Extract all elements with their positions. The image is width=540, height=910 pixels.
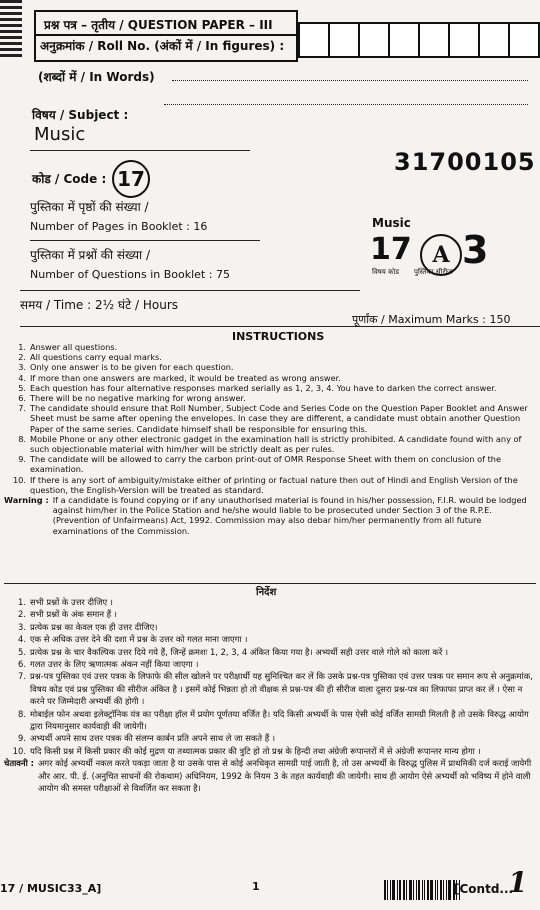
barcode-bar: [437, 880, 438, 900]
hindi-instruction-item-text: सभी प्रश्नों के उत्तर दीजिए ।: [30, 597, 113, 607]
instruction-item-number: 10.: [12, 474, 26, 485]
hindi-instruction-item-number: 6.: [18, 659, 26, 670]
hindi-instruction-item: [4, 621, 536, 633]
instruction-item-number: 1.: [18, 342, 26, 352]
roll-digit-box[interactable]: [388, 22, 420, 58]
barcode-bar: [430, 880, 433, 900]
hindi-instruction-item-text: प्रत्येक प्रश्न का केवल एक ही उत्तर दीजिए।: [30, 621, 158, 632]
edge-registration-marks: [0, 0, 22, 68]
instruction-item-text: If more than one answers are marked, it would be treated as wrong answer.: [30, 372, 341, 383]
stamp-series-caption: पुस्तिका सीरीज: [414, 268, 453, 276]
hindi-instruction-item-number: चेतावनी :: [4, 758, 34, 769]
hindi-instruction-item-text: अगर कोई अभ्यर्थी नकल करते पकड़ा जाता है या उसके पास से कोई अनधिकृत सामग्री पाई जाती है, तो उस अभ्यर्थी के विरुद्ध पुलिस में प्राथमिकी दर्ज कराई जायेगी और आर. पी. ई. (अनुचित साधनों की रोकथाम) अधिनियम, 1992 के नियम 3 के तहत कार्यवाही की जायेगी। साथ ही आयोग ऐसे अभ्यर्थी को भविष्य में होने वाली आयोग की समस्त परीक्षाओं से विवर्जित कर सकता है।: [38, 758, 532, 794]
divider: [20, 290, 360, 291]
barcode-bar: [424, 880, 425, 900]
instruction-item: [4, 383, 536, 393]
instruction-item-text: Mobile Phone or any other electronic gadget in the examination hall is strictly prohibited. A candidate found with any of such objectionable material with him/her will be strictly dealt as per rules.: [30, 433, 522, 455]
hindi-instructions-title: निर्देश: [256, 587, 277, 598]
hindi-instruction-item-text: प्रश्न-पत्र पुस्तिका एवं उत्तर पत्रक के लिफाफे की सील खोलने पर परीक्षार्थी यह सुनिश्चित कर लें कि उसके प्रश्न-पत्र पुस्तिका एवं उत्तर पत्रक पर समान रूप से अनुक्रमांक, विषय कोड एवं प्रश्न पुस्तिका की सीरीज अंकित है । इसमें कोई भिन्नता हो तो वीक्षक से प्रश्न-पत्र की ही सीरीज वाला दूसरा प्रश्न-पत्र का लिफाफा प्राप्त कर लें । ऐसा न करने पर जिम्मेदारी अभ्यर्थी की होगी ।: [30, 671, 533, 707]
instructions-list: [4, 342, 536, 536]
instruction-item-text: Only one answer is to be given for each question.: [30, 362, 234, 373]
instruction-item: [4, 362, 536, 372]
hindi-instruction-item-number: 4.: [18, 634, 26, 645]
max-marks-label: पूर्णांक / Maximum Marks : 150: [352, 313, 511, 326]
instruction-item-text: There will be no negative marking for wrong answer.: [30, 393, 246, 404]
in-words-line[interactable]: [172, 80, 528, 81]
continued-label: [Contd...: [454, 882, 514, 896]
barcode-bar: [446, 880, 447, 900]
instruction-item: [4, 434, 536, 454]
hindi-instruction-item-text: प्रत्येक प्रश्न के चार वैकल्पिक उत्तर दिये गये हैं, जिन्हें क्रमशः 1, 2, 3, 4 अंकित किया गया है। अभ्यर्थी सही उत्तर वाले गोले को काला करें ।: [30, 646, 449, 657]
pages-label-hindi: पुस्तिका में पृष्ठों की संख्या /: [30, 200, 149, 214]
instruction-item-number: 5.: [18, 382, 26, 393]
hindi-instruction-item: [4, 658, 536, 670]
hindi-instruction-item: [4, 757, 536, 794]
hindi-instruction-item-text: सभी प्रश्नों के अंक समान हैं ।: [30, 609, 117, 620]
code-value: 17: [112, 160, 150, 198]
handwritten-mark: 1: [508, 866, 528, 899]
hindi-instruction-item: [4, 608, 536, 620]
roll-number-label: अनुक्रमांक / Roll No. (अंकों में / In figures) :: [34, 34, 298, 62]
hindi-instruction-item-number: 1.: [18, 597, 26, 607]
barcode: [384, 880, 461, 900]
instruction-item-number: Warning :: [4, 495, 49, 506]
barcode-bar: [409, 880, 412, 900]
subject-line: [164, 104, 528, 105]
instruction-item: [4, 454, 536, 474]
instruction-item-number: 6.: [18, 393, 26, 404]
barcode-bar: [387, 880, 388, 900]
stamp-subject: Music: [372, 216, 411, 230]
hindi-instruction-item-number: 8.: [18, 708, 26, 719]
footer-code: 17 / MUSIC33_A]: [0, 882, 102, 895]
instruction-item-text: Each question has four alternative responses marked serially as 1, 2, 3, 4. You have to darken the correct answer.: [30, 382, 497, 393]
barcode-bar: [422, 880, 423, 900]
hindi-instruction-item-text: अभ्यर्थी अपने साथ उत्तर पत्रक की संलग्न कार्बन प्रति अपने साथ ले जा सकते हैं ।: [30, 733, 276, 744]
stamp-code-caption: विषय कोड: [372, 268, 399, 276]
questions-label: Number of Questions in Booklet : 75: [30, 268, 230, 281]
barcode-bar: [435, 880, 436, 900]
hindi-instruction-item-text: मोबाईल फोन अथवा इलेक्ट्रॉनिक यंत्र का परीक्षा हॉल में प्रयोग पूर्णतया वर्जित है। यदि किसी अभ्यर्थी के पास ऐसी कोई वर्जित सामग्री मिलती है तो उसके विरुद्ध आयोग द्वारा नियमानुसार कार्यवाही की जायेगी।: [30, 708, 529, 732]
hindi-instruction-item: [4, 633, 536, 645]
instruction-item-text: If a candidate is found copying or if any unauthorised material is found in his/her possession, F.I.R. would be lodged against him/her in the Police Station and he/she would liable to be prosecuted under Section 3 of the R.P.E. (Prevention of Unfairmeans) Act, 1992. Commission may also debar him/her permanently from all future examinations of the Commission.: [52, 495, 527, 536]
roll-digit-box[interactable]: [508, 22, 540, 58]
instruction-item: [4, 373, 536, 383]
serial-number: 31700105: [394, 148, 536, 176]
hindi-instruction-item-text: गलत उत्तर के लिए ऋणात्मक अंकन नहीं किया जाएगा ।: [30, 659, 199, 670]
pages-label: Number of Pages in Booklet : 16: [30, 220, 208, 233]
stamp-code: 17: [370, 232, 412, 267]
instruction-item-number: 7.: [18, 403, 26, 414]
hindi-instruction-item-number: 2.: [18, 609, 26, 620]
instruction-item-number: 8.: [18, 433, 26, 444]
hindi-instruction-item-number: 10.: [12, 745, 26, 756]
roll-number-boxes[interactable]: [300, 22, 540, 58]
barcode-bar: [406, 880, 407, 900]
instruction-item: [4, 475, 536, 495]
divider: [30, 240, 260, 241]
divider: [30, 150, 250, 151]
barcode-bar: [399, 880, 401, 900]
hindi-instruction-item: [4, 745, 536, 757]
instruction-item-text: All questions carry equal marks.: [30, 352, 162, 363]
barcode-bar: [384, 880, 386, 900]
barcode-bar: [440, 880, 442, 900]
roll-digit-box[interactable]: [448, 22, 480, 58]
subject-label: विषय / Subject :: [32, 108, 129, 122]
instruction-item-text: The candidate will be allowed to carry the carbon print-out of OMR Response Sheet with them on conclusion of the examination.: [30, 454, 502, 475]
instruction-item-text: The candidate should ensure that Roll Number, Subject Code and Series Code on the Question Paper Booklet and Answer Sheet must be same after opening the envelopes. In case they are different, a candidate must obtain another Question Paper of the same series. Candidate himself shall be responsible for ensuring this.: [30, 403, 528, 434]
hindi-instruction-item: [4, 708, 536, 733]
hindi-instruction-item: [4, 646, 536, 658]
roll-digit-box[interactable]: [298, 22, 330, 58]
barcode-bar: [427, 880, 429, 900]
code-label: कोड / Code :: [32, 172, 107, 186]
subject-value: Music: [34, 124, 86, 145]
instruction-item: [4, 352, 536, 362]
instruction-item-number: 3.: [18, 362, 26, 373]
roll-digit-box[interactable]: [358, 22, 390, 58]
instructions-title: INSTRUCTIONS: [232, 330, 325, 343]
barcode-bar: [390, 880, 391, 900]
instruction-item-text: If there is any sort of ambiguity/mistake either of printing or factual nature then out of Hindi and English Version of the question, the English-Version will be treated as standard.: [30, 474, 518, 495]
hindi-instruction-item-text: एक से अधिक उत्तर देने की दशा में प्रश्न के उत्तर को गलत माना जाएगा ।: [30, 634, 248, 645]
paper-title-box: प्रश्न पत्र – तृतीय / QUESTION PAPER – III: [34, 10, 298, 36]
barcode-bar: [418, 880, 420, 900]
instruction-item-number: 2.: [18, 352, 26, 363]
hindi-instruction-item: [4, 670, 536, 707]
stamp-number: 3: [462, 228, 489, 272]
hindi-instruction-item-number: 7.: [18, 671, 26, 682]
hindi-instruction-item: [4, 596, 536, 608]
roll-digit-box[interactable]: [478, 22, 510, 58]
barcode-bar: [392, 880, 395, 900]
barcode-bar: [397, 880, 398, 900]
instruction-item: [4, 403, 536, 434]
barcode-bar: [443, 880, 444, 900]
hindi-instruction-item-number: 9.: [18, 733, 26, 744]
roll-digit-box[interactable]: [328, 22, 360, 58]
hindi-instruction-item-text: यदि किसी प्रश्न में किसी प्रकार की कोई मुद्रण या तथ्यात्मक प्रकार की त्रुटि हो तो प्रश्न के हिन्दी तथा अंग्रेजी रूपान्तरों में से अंग्रेजी रूपान्तर मान्य होगा ।: [30, 745, 481, 756]
in-words-label: (शब्दों में / In Words): [38, 70, 155, 84]
barcode-bar: [413, 880, 414, 900]
instruction-item: [4, 342, 536, 352]
instruction-item: [4, 393, 536, 403]
barcode-bar: [403, 880, 405, 900]
instruction-item-text: Answer all questions.: [30, 342, 118, 352]
hindi-instructions-list: [4, 596, 536, 795]
barcode-bar: [416, 880, 417, 900]
hindi-instruction-item: [4, 732, 536, 744]
hindi-instruction-item-number: 3.: [18, 621, 26, 632]
questions-label-hindi: पुस्तिका में प्रश्नों की संख्या /: [30, 248, 150, 262]
series-circle: A: [420, 234, 462, 276]
roll-digit-box[interactable]: [418, 22, 450, 58]
barcode-bar: [448, 880, 451, 900]
divider: [20, 326, 540, 327]
instruction-item: [4, 495, 536, 536]
instruction-item-number: 4.: [18, 372, 26, 383]
hindi-instruction-item-number: 5.: [18, 646, 26, 657]
page-number: 1: [252, 880, 260, 893]
time-label: समय / Time : 2½ घंटे / Hours: [20, 298, 179, 312]
instruction-item-number: 9.: [18, 454, 26, 465]
